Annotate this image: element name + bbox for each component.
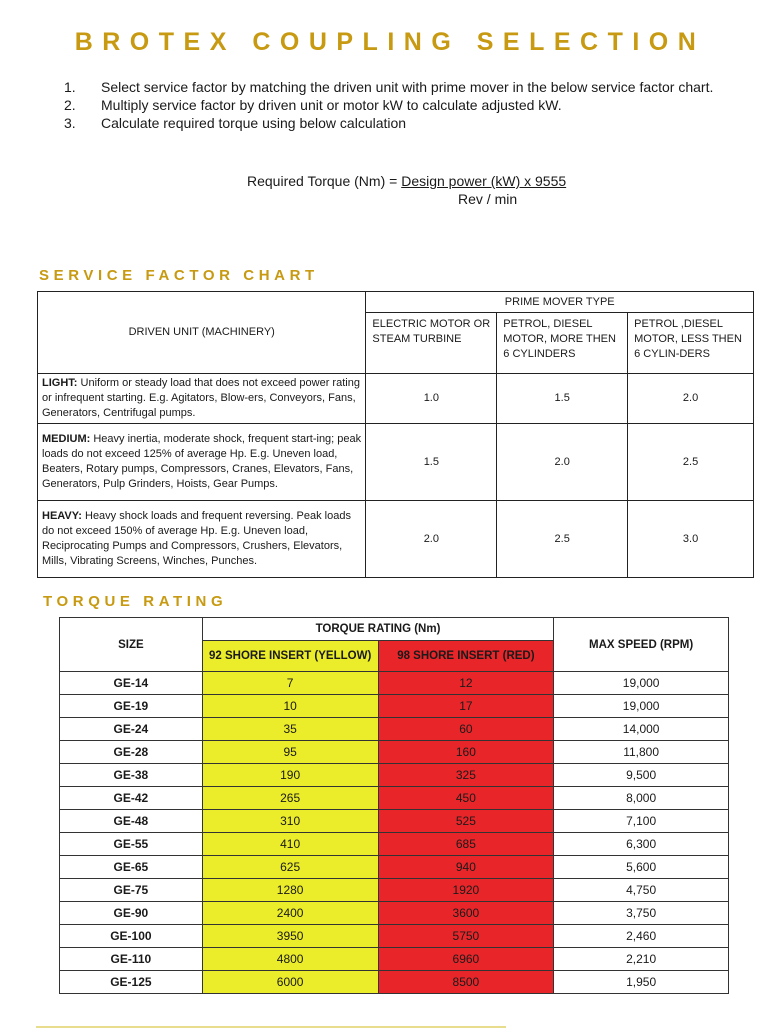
table-row	[60, 879, 729, 902]
load-class-label: LIGHT:	[42, 377, 78, 389]
yellow-torque-cell: 10	[202, 695, 378, 718]
torque-header: TORQUE RATING (Nm)	[202, 618, 553, 641]
step-text: Multiply service factor by driven unit or motor kW to calculate adjusted kW.	[101, 97, 562, 113]
table-row	[38, 424, 754, 501]
formula-label: Required Torque (Nm) =	[247, 173, 402, 189]
step-number: 1.	[64, 79, 76, 95]
factor-value: 2.0	[366, 501, 497, 578]
yellow-torque-cell: 265	[202, 787, 378, 810]
red-torque-cell: 160	[378, 741, 554, 764]
size-cell: GE-75	[60, 879, 203, 902]
size-cell: GE-55	[60, 833, 203, 856]
max-speed-cell: 19,000	[554, 695, 729, 718]
red-torque-cell: 450	[378, 787, 554, 810]
size-cell: GE-24	[60, 718, 203, 741]
formula-numerator: Design power (kW) x 9555	[401, 173, 567, 189]
factor-value: 1.0	[366, 374, 497, 424]
size-cell: GE-28	[60, 741, 203, 764]
load-class-text: Uniform or steady load that does not exceed power rating or infrequent starting. E.g. Agitators, Blow-ers, Conveyors, Fans, Generators, Centrifugal pumps.	[42, 377, 360, 419]
load-description	[38, 424, 366, 501]
yellow-torque-cell: 4800	[202, 948, 378, 971]
red-torque-cell: 5750	[378, 925, 554, 948]
size-cell: GE-38	[60, 764, 203, 787]
torque-rating-heading: TORQUE RATING	[43, 593, 228, 610]
yellow-torque-cell: 625	[202, 856, 378, 879]
red-torque-cell: 17	[378, 695, 554, 718]
red-torque-cell: 6960	[378, 948, 554, 971]
table-row	[60, 764, 729, 787]
factor-value: 2.5	[497, 501, 628, 578]
red-torque-cell: 60	[378, 718, 554, 741]
table-row	[60, 856, 729, 879]
max-speed-cell: 3,750	[554, 902, 729, 925]
table-row	[38, 501, 754, 578]
max-speed-cell: 9,500	[554, 764, 729, 787]
size-cell: GE-110	[60, 948, 203, 971]
service-factor-heading: SERVICE FACTOR CHART	[39, 267, 319, 284]
max-speed-cell: 7,100	[554, 810, 729, 833]
factor-value: 2.0	[497, 424, 628, 501]
load-description	[38, 501, 366, 578]
max-speed-cell: 1,950	[554, 971, 729, 994]
red-torque-cell: 8500	[378, 971, 554, 994]
size-cell: GE-100	[60, 925, 203, 948]
size-header: SIZE	[60, 618, 203, 672]
factor-value: 3.0	[628, 501, 754, 578]
max-speed-header: MAX SPEED (RPM)	[554, 618, 729, 672]
service-factor-table	[37, 291, 754, 578]
yellow-torque-cell: 190	[202, 764, 378, 787]
max-speed-cell: 19,000	[554, 672, 729, 695]
yellow-torque-cell: 6000	[202, 971, 378, 994]
size-cell: GE-125	[60, 971, 203, 994]
max-speed-cell: 2,460	[554, 925, 729, 948]
yellow-torque-cell: 2400	[202, 902, 378, 925]
table-row	[60, 810, 729, 833]
size-cell: GE-48	[60, 810, 203, 833]
load-class-label: MEDIUM:	[42, 433, 91, 445]
page-divider	[36, 1026, 506, 1028]
table-row	[60, 718, 729, 741]
factor-value: 2.5	[628, 424, 754, 501]
yellow-torque-cell: 310	[202, 810, 378, 833]
max-speed-cell: 11,800	[554, 741, 729, 764]
size-cell: GE-19	[60, 695, 203, 718]
table-row	[60, 741, 729, 764]
instruction-step	[64, 114, 744, 132]
load-description	[38, 374, 366, 424]
size-cell: GE-14	[60, 672, 203, 695]
driven-unit-header: DRIVEN UNIT (MACHINERY)	[38, 292, 366, 374]
step-text: Calculate required torque using below calculation	[101, 115, 407, 131]
max-speed-cell: 4,750	[554, 879, 729, 902]
red-torque-cell: 12	[378, 672, 554, 695]
max-speed-cell: 14,000	[554, 718, 729, 741]
red-torque-cell: 685	[378, 833, 554, 856]
max-speed-cell: 6,300	[554, 833, 729, 856]
size-cell: GE-42	[60, 787, 203, 810]
page-title: BROTEX COUPLING SELECTION	[74, 28, 706, 56]
table-row	[60, 971, 729, 994]
factor-value: 1.5	[497, 374, 628, 424]
table-row	[60, 902, 729, 925]
step-number: 2.	[64, 97, 76, 113]
load-class-text: Heavy shock loads and frequent reversing. Peak loads do not exceed 150% of average Hp. E.g. Uneven load, Reciprocating Pumps and Compressors, Crushers, Elevators, Mills, Vibrating Screens, Winches, Punches.	[42, 510, 351, 567]
red-insert-header: 98 SHORE INSERT (RED)	[378, 641, 554, 672]
torque-formula	[247, 172, 567, 207]
yellow-insert-header: 92 SHORE INSERT (YELLOW)	[202, 641, 378, 672]
yellow-torque-cell: 35	[202, 718, 378, 741]
red-torque-cell: 940	[378, 856, 554, 879]
torque-rating-table	[59, 617, 729, 994]
instruction-list	[64, 78, 744, 132]
table-row	[60, 948, 729, 971]
red-torque-cell: 3600	[378, 902, 554, 925]
table-row	[60, 833, 729, 856]
yellow-torque-cell: 410	[202, 833, 378, 856]
yellow-torque-cell: 3950	[202, 925, 378, 948]
step-number: 3.	[64, 115, 76, 131]
size-cell: GE-90	[60, 902, 203, 925]
factor-value: 1.5	[366, 424, 497, 501]
factor-value: 2.0	[628, 374, 754, 424]
formula-denominator: Rev / min	[458, 191, 518, 207]
size-cell: GE-65	[60, 856, 203, 879]
instruction-step	[64, 78, 744, 96]
max-speed-cell: 5,600	[554, 856, 729, 879]
table-row	[60, 672, 729, 695]
yellow-torque-cell: 95	[202, 741, 378, 764]
red-torque-cell: 525	[378, 810, 554, 833]
red-torque-cell: 325	[378, 764, 554, 787]
table-row	[60, 695, 729, 718]
max-speed-cell: 8,000	[554, 787, 729, 810]
instruction-step	[64, 96, 744, 114]
yellow-torque-cell: 7	[202, 672, 378, 695]
yellow-torque-cell: 1280	[202, 879, 378, 902]
prime-mover-column-header: PETROL ,DIESEL MOTOR, LESS THEN 6 CYLIN-DERS	[628, 313, 754, 374]
table-row	[38, 374, 754, 424]
table-row	[60, 787, 729, 810]
table-row	[60, 925, 729, 948]
red-torque-cell: 1920	[378, 879, 554, 902]
prime-mover-column-header: PETROL, DIESEL MOTOR, MORE THEN 6 CYLINDERS	[497, 313, 628, 374]
prime-mover-column-header: ELECTRIC MOTOR OR STEAM TURBINE	[366, 313, 497, 374]
load-class-label: HEAVY:	[42, 510, 82, 522]
max-speed-cell: 2,210	[554, 948, 729, 971]
load-class-text: Heavy inertia, moderate shock, frequent start-ing; peak loads do not exceed 125% of average Hp. E.g. Uneven load, Beaters, Rotary pumps, Compressors, Cranes, Elevators, Fans, Generators, Pulp Grinders, Hoists, Gear Pumps.	[42, 433, 362, 490]
step-text: Select service factor by matching the driven unit with prime mover in the below service factor chart.	[101, 79, 714, 95]
prime-mover-header: PRIME MOVER TYPE	[366, 292, 754, 313]
